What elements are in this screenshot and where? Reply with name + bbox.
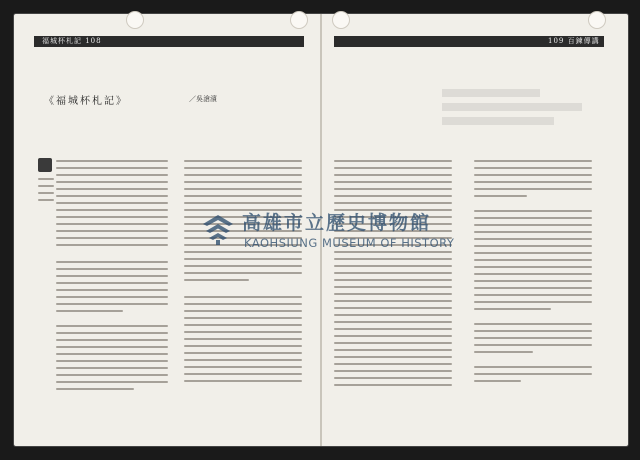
binding-ring	[588, 11, 606, 29]
museum-logo-icon	[200, 212, 236, 248]
drop-cap	[38, 158, 52, 172]
museum-watermark	[200, 206, 460, 266]
left-running-header: 福城杯札記 108	[42, 37, 102, 45]
article-author: ／吳滄濱	[189, 95, 217, 103]
binding-ring	[126, 11, 144, 29]
right-running-header: 109 百鍊傳講	[548, 37, 600, 45]
text-column-1	[56, 160, 168, 395]
binding-ring	[332, 11, 350, 29]
watermark-title-cn: 高雄市立歷史博物館	[242, 212, 432, 234]
watermark-title-en: KAOHSIUNG MUSEUM OF HISTORY	[244, 236, 455, 250]
text-column-4	[474, 160, 592, 387]
text-column-2	[184, 160, 302, 387]
text-column-1-margin	[38, 178, 54, 206]
binding-ring	[290, 11, 308, 29]
show-through-text	[442, 89, 582, 139]
article-title: 《福城杯札記》	[44, 96, 128, 107]
text-column-3	[334, 160, 452, 391]
